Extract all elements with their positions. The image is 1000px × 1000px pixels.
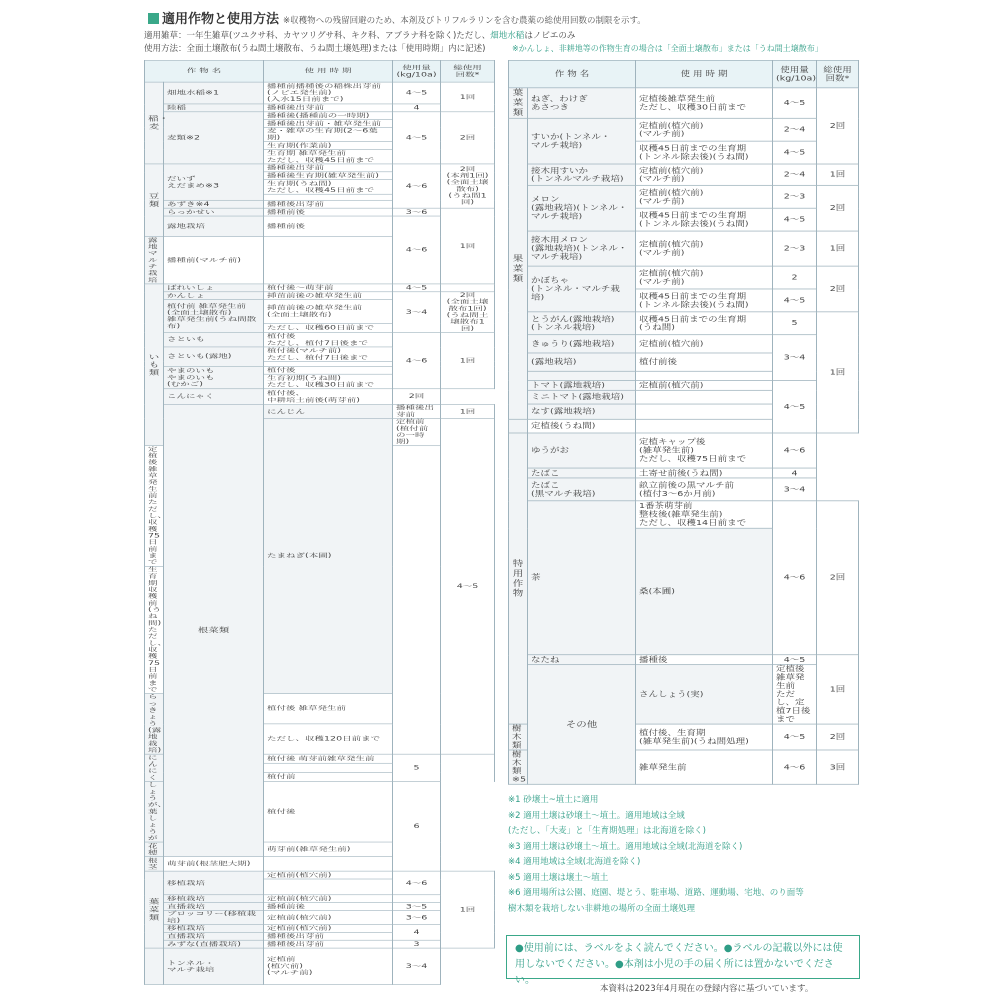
table-row [145, 208, 495, 216]
crop-group-cell: 葉菜類 [145, 871, 164, 948]
amount-cell: 2～4 [773, 118, 817, 141]
crop-name-cell: あずき※4 [164, 200, 264, 208]
usage-timing-cell: 植付前後 [636, 353, 773, 371]
amount-cell: 2～4 [773, 164, 817, 185]
usage-timing-cell: 播種前播種後の稲株出芽前 (ノビエ発生前) (入水15日前まで) [264, 82, 393, 104]
amount-cell: 6 [393, 781, 441, 871]
amount-cell [393, 895, 441, 903]
amount-cell: 5 [773, 312, 817, 335]
amount-cell: 3～5 [393, 903, 441, 911]
amount-cell: 4～5 [773, 88, 817, 118]
crop-name-cell: かぼちゃ (トンネル・マルチ栽培) [528, 266, 636, 312]
usage-timing-cell: 萌芽前(根茎肥大期) [164, 857, 264, 872]
usage-timing-cell: 定植前(植穴前) [264, 871, 393, 879]
usage-timing-cell: 播種後 [636, 655, 773, 665]
usage-timing-cell: 播種後出芽前・雑草発生前 [264, 120, 393, 128]
amount-cell: 4～5 [773, 208, 817, 231]
table-row [509, 231, 859, 266]
usage-timing-cell: 生育期(うね間) ただし、収穫45日前まで [264, 180, 393, 195]
crop-name-cell: とうがん(露地栽培) (トンネル栽培) [528, 312, 636, 335]
table-row [509, 665, 859, 724]
amount-cell: 4 [773, 468, 817, 478]
crop-name-cell: 直播栽培 [164, 903, 264, 911]
count-cell: 1回 [441, 871, 495, 948]
amount-cell: 4～6 [773, 433, 817, 468]
crop-name-cell: すいか(トンネル・ マルチ栽培) [528, 118, 636, 164]
crop-name-cell: にんじん [264, 405, 393, 419]
crop-name-cell: トンネル・ マルチ栽培 [164, 948, 264, 984]
table-row [145, 292, 495, 300]
usage-timing-cell: 定植前(植付前の一時期) [393, 418, 441, 445]
amount-cell: 4～5 [441, 418, 495, 754]
table-row [509, 468, 859, 478]
count-cell: 2回 [817, 501, 859, 655]
crop-name-cell [509, 419, 528, 433]
amount-cell: 4～5 [773, 724, 817, 750]
crop-name-cell: ミニトマト(露地栽培) [528, 390, 636, 404]
table-row [509, 312, 859, 335]
usage-timing-cell: 播種前後 [264, 903, 393, 911]
crop-name-cell: みずな(直播栽培) [164, 940, 264, 948]
count-cell: 2回 [817, 88, 859, 164]
amount-cell: 4～5 [773, 141, 817, 164]
amount-cell: 2～3 [773, 185, 817, 208]
table-row [145, 284, 495, 292]
usage-timing-cell: 定植前(植穴前) [636, 380, 773, 390]
amount-cell: 4 [393, 924, 441, 940]
usage-timing-cell: 畝立前後の黒マルチ前 (植付3～6か月前) [636, 478, 773, 501]
count-cell: 1回 [441, 208, 495, 284]
usage-timing-cell: 播種後(播種前の一時期) [264, 112, 393, 120]
usage-timing-cell: 植付後、生育期 (雑草発生前)(うね間処理) [636, 724, 773, 750]
crop-name-cell [528, 371, 636, 380]
header-count: 総使用 回数* [817, 60, 859, 87]
crop-name-cell: 桑(本圃) [636, 528, 773, 654]
crop-name-cell: メロン (露地栽培)(トンネル・ マルチ栽培) [528, 185, 636, 231]
table-row [509, 335, 859, 353]
usage-timing-cell: 播種後出芽前 [264, 932, 393, 940]
usage-timing-cell: 収穫45日前までの生育期 (トンネル除去後)(うね間) [636, 208, 773, 231]
count-cell: 2回 [441, 112, 495, 164]
crop-name-cell: 露地栽培 [164, 216, 264, 237]
usage-timing-cell: 植付後～萌芽前 [264, 284, 393, 292]
usage-timing-cell: 定植後(うね間) [528, 419, 636, 433]
crop-name-cell: 樹木類 [509, 724, 528, 750]
amount-cell: 4～6 [393, 216, 441, 284]
usage-timing-cell [264, 879, 393, 895]
crop-name-cell: 露地マルチ栽培 [145, 237, 164, 284]
usage-timing-cell: 麦・雑草の生育期(2～6葉期) [264, 128, 393, 142]
usage-timing-cell: 生育期(作業前) [264, 142, 393, 150]
usage-timing-cell: 収穫45日前までの生育期 (うね間) [636, 312, 773, 335]
amount-cell: 4～5 [393, 112, 441, 164]
amount-cell: 4～5 [393, 284, 441, 292]
usage-timing-cell: 定植後雑草発生前 ただし、収穫30日前まで [636, 88, 773, 118]
table-row [145, 164, 495, 172]
header-count: 総使用 回数* [441, 60, 495, 82]
usage-timing-cell: 植付後 萌芽前雑草発生前 [264, 754, 393, 763]
intro-line-2: 使用方法：全面土壌散布(うね間土壌散布、うね間土壌処理)または「使用時期」内に記述) [144, 44, 486, 54]
table-row [145, 82, 495, 104]
amount-cell: 4～6 [773, 750, 817, 784]
crop-name-cell: ねぎ、わけぎ あさつき [528, 88, 636, 118]
amount-cell: 3 [393, 940, 441, 948]
crop-name-cell: (露地栽培) [528, 353, 636, 371]
usage-timing-cell: 定植前 (植穴前) (マルチ前) [264, 948, 393, 984]
crop-name-cell: 陸稲 [164, 104, 264, 112]
amount-cell: 3～4 [393, 292, 441, 333]
count-cell [441, 284, 495, 292]
usage-timing-cell: 定植前(植穴前) (マルチ前) [636, 164, 773, 185]
header-amount: 使用量 (kg/10a) [773, 60, 817, 87]
count-cell: 2回 [817, 266, 859, 312]
usage-timing-cell: 収穫45日前までの生育期 (トンネル除去後)(うね間) [636, 141, 773, 164]
crop-name-cell: にんにく [145, 754, 164, 781]
crop-name-cell: 接木用メロン (露地栽培)(トンネル・ マルチ栽培) [528, 231, 636, 266]
usage-timing-cell: 播種後出芽前 [393, 405, 441, 419]
usage-timing-cell: 生育初期(うね間) ただし、収穫30日前まで [264, 374, 393, 389]
title-note: ※収穫物への残留回避のため、本剤及びトリフルラリンを含む農薬の総使用回数の制限を示す。 [283, 16, 646, 26]
count-cell: 1回 [441, 332, 495, 388]
amount-cell: 4～5 [393, 82, 441, 104]
usage-timing-cell: 播種前後 [264, 216, 393, 237]
usage-timing-cell: 定植前(植穴前) [636, 335, 773, 353]
crop-name-cell: 麦類※2 [164, 112, 264, 164]
table-row [145, 332, 495, 347]
amount-cell: 4～5 [773, 289, 817, 312]
crop-name-cell: 移植栽培 [164, 871, 264, 895]
amount-cell: 3～4 [393, 948, 441, 984]
right-intro: ※かんしょ、非耕地等の作物生育の場合は「全面土壌散布」または「うね間土壌散布」 [512, 44, 823, 53]
table-row [509, 164, 859, 185]
usage-timing-cell: 定植後雑草発生前 ただし、定植7日後まで [773, 665, 817, 724]
crop-name-cell: らっきょう (露地栽培) [145, 694, 164, 755]
count-cell: 1回 [817, 164, 859, 185]
header-crop: 作 物 名 [509, 60, 636, 87]
usage-timing-cell: 植付後(マルチ前) ただし、植付7日後まで [264, 347, 393, 362]
usage-timing-cell: 植付後、 中耕培土前後(萌芽前) [264, 389, 393, 405]
count-cell: 1回 [817, 312, 859, 433]
amount-cell: 4～6 [393, 332, 441, 388]
table-row [509, 655, 859, 665]
crop-name-cell: ゆうがお [528, 433, 636, 468]
count-cell: 2回 (全面土壌散布1回) (うね間土壌散布1回) [441, 292, 495, 333]
usage-timing-cell: 挿苗前後の雑草発生前 (全面土壌散布) [264, 300, 393, 324]
count-cell: 2回 (本剤1回) (全面土壌散布) (うね間1回) [441, 164, 495, 208]
amount-cell: 4～6 [393, 164, 441, 208]
usage-timing-cell: ただし、収穫60日前まで [264, 323, 393, 332]
count-cell: 1回 [441, 405, 495, 419]
table-row [509, 266, 859, 289]
header-timing: 使 用 時 期 [636, 60, 773, 87]
crop-name-cell: たばこ (黒マルチ栽培) [528, 478, 636, 501]
amount-cell: 2～3 [773, 231, 817, 266]
usage-timing-cell [636, 390, 773, 404]
crop-group-cell: 豆類 [145, 164, 164, 237]
crop-name-cell: さといも(露地) [164, 347, 264, 366]
usage-timing-cell: 定植キャップ後 (雑草発生前) ただし、収穫75日前まで [636, 433, 773, 468]
amount-cell: 4 [393, 104, 441, 112]
crop-name-cell: 茶 [528, 501, 636, 655]
crop-name-cell: たばこ [528, 468, 636, 478]
count-cell: 1回 [817, 655, 859, 724]
usage-timing-cell: 定植後 雑草発生前 ただし、収穫75日前まで [145, 446, 164, 567]
header-crop: 作 物 名 [145, 60, 264, 82]
usage-timing-cell: 1番茶萌芽前 整枝後(雑草発生前) ただし、収穫14日前まで [636, 501, 773, 528]
footnotes: ※1 砂壌土~埴土に適用 ※2 適用土壌は砂壌土～埴土。適用地域は全域 (ただし、「大麦」と「生育期処理」は北海道を除く) ※3 適用土壌は砂壌土～埴土。適用地域は全域(北海道を除く) ※4 適用地域は全域(北海道を除く) ※5 適用土壌は壌土～埴土 ※6 適用場所は公園、庭園、堤とう、駐車場、道路、運動場、宅地、のり面等 樹木類を栽培しない非耕地の場所の全面土壌処理 [508, 795, 804, 914]
usage-timing-cell: 植付後 [264, 781, 393, 842]
crop-group-cell: 葉菜類 [509, 88, 528, 118]
count-cell: 1回 [441, 82, 495, 112]
right-application-table [508, 60, 859, 785]
usage-timing-cell: 植付前 [264, 772, 393, 781]
header-amount: 使用量 (kg/10a) [393, 60, 441, 82]
header-timing: 使 用 時 期 [264, 60, 393, 82]
amount-cell: 4～5 [773, 655, 817, 665]
amount-cell: 4～6 [393, 871, 441, 895]
left-application-table [144, 60, 495, 985]
crop-group-cell [145, 948, 164, 984]
usage-timing-cell: 播種前(マルチ前) [164, 237, 264, 284]
crop-group-cell: その他 [528, 665, 636, 785]
crop-name-cell: かんしょ [164, 292, 264, 300]
table-row [145, 405, 495, 419]
usage-timing-cell: 植付後 雑草発生前 [264, 694, 393, 724]
page-title: 適用作物と使用方法 ※収穫物への残留回避のため、本剤及びトリフルラリンを含む農薬の総使用回数の制限を示す。 [148, 10, 646, 30]
amount-cell: 3～4 [773, 478, 817, 501]
usage-timing-cell: 定植前(植穴前) [264, 924, 393, 932]
usage-timing-cell: 植付後 ただし、植付7日後まで [264, 332, 393, 347]
amount-cell: 5 [393, 754, 441, 781]
usage-timing-cell: 定植前(植穴前) (マルチ前) [636, 118, 773, 141]
crop-name-cell: ブロッコリー(移植栽培) [164, 911, 264, 925]
table-row [145, 871, 495, 879]
amount-cell: 3～6 [393, 208, 441, 216]
crop-name-cell: 根茎 [145, 857, 164, 872]
intro-line-1: 適用雑草：一年生雑草(ツユクサ科、カヤツリグサ科、キク科、アブラナ科を除く)ただし、畑地水稲はノビエのみ [144, 31, 576, 41]
usage-timing-cell [264, 763, 393, 772]
crop-name-cell: 畑地水稲※1 [164, 82, 264, 104]
usage-timing-cell: 挿苗前後の雑草発生前 [264, 292, 393, 300]
table-row [509, 380, 859, 390]
footer-note: 本資料は2023年4月現在の登録内容に基づいています。 [600, 984, 814, 994]
usage-timing-cell: 生育期 雑草発生前 ただし、収穫45日前まで [264, 149, 393, 164]
crop-group-cell: 果菜類 [509, 118, 528, 419]
crop-name-cell: 直播栽培 [164, 932, 264, 940]
table-row [509, 88, 859, 118]
count-cell: 2回 [817, 724, 859, 750]
usage-timing-cell: 雑草発生前 [636, 750, 773, 784]
usage-timing-cell: 定植前(植穴前) (マルチ前) [636, 185, 773, 208]
crop-group-cell: いも類 [145, 284, 164, 446]
table-row [509, 185, 859, 208]
crop-name-cell: さといも [164, 332, 264, 347]
usage-timing-cell: 生育期 収穫前(うね間) ただし、収穫75日前まで [145, 566, 164, 693]
title-square-icon [148, 13, 159, 24]
usage-timing-cell: 播種後出芽前 [264, 940, 393, 948]
count-cell: 3回 [817, 750, 859, 784]
usage-timing-cell: ただし、収穫120日前まで [264, 724, 393, 754]
crop-name-cell: 花穂 [145, 842, 164, 857]
usage-timing-cell: 萌芽前(雑草発生前) [264, 842, 393, 857]
amount-cell: 4～6 [773, 501, 817, 655]
crop-name-cell: しょうが、葉しょうが [145, 781, 164, 842]
amount-cell: 2 [773, 266, 817, 289]
crop-name-cell: こんにゃく [164, 389, 264, 405]
crop-name-cell: 接木用すいか (トンネルマルチ栽培) [528, 164, 636, 185]
crop-name-cell: 移植栽培 [164, 924, 264, 932]
table-row [145, 948, 495, 984]
table-row [509, 433, 859, 468]
table-row [509, 478, 859, 501]
crop-name-cell: さんしょう(実) [636, 665, 773, 724]
usage-timing-cell: 定植前(植穴前) (マルチ前) [636, 266, 773, 289]
table-row [509, 501, 859, 528]
usage-timing-cell: 播種前後 [264, 208, 393, 216]
amount-cell: 4～5 [773, 380, 817, 433]
usage-timing-cell: 定植前(植穴前) [264, 911, 393, 925]
usage-timing-cell [636, 371, 773, 380]
caution-box: ●使用前には、ラベルをよく読んでください。●ラベルの記載以外には使用しないでください。●本剤は小児の手の届く所には置かないでください。 [506, 935, 860, 979]
crop-name-cell: 移植栽培 [164, 895, 264, 903]
crop-name-cell: トマト(露地栽培) [528, 380, 636, 390]
count-cell: 2回 [393, 389, 441, 405]
crop-name-cell: 植付前 雑草発生前 (全面土壌散布) 雑草発生前(うね間散布) [164, 300, 264, 333]
table-row [145, 389, 495, 405]
crop-name-cell: きゅうり(露地栽培) [528, 335, 636, 353]
crop-name-cell: ばれいしょ [164, 284, 264, 292]
usage-timing-cell: 収穫45日前までの生育期 (トンネル除去後)(うね間) [636, 289, 773, 312]
usage-timing-cell: 播種後生育期(雑草発生前) [264, 172, 393, 180]
usage-timing-cell: 播種後出芽前 [264, 200, 393, 208]
crop-name-cell: やまのいも やまのいも (むかご) [164, 366, 264, 388]
crop-group-cell: 特用作物 [509, 433, 528, 724]
crop-name-cell: たまねぎ(本圃) [264, 418, 393, 693]
usage-timing-cell: 定植前(植穴前) [264, 895, 393, 903]
amount-cell: 3～6 [393, 911, 441, 925]
crop-name-cell: らっかせい [164, 208, 264, 216]
usage-timing-cell: 土寄せ前後(うね間) [636, 468, 773, 478]
usage-timing-cell: 播種後出芽前 [264, 164, 393, 172]
table-row [145, 857, 495, 872]
amount-cell: 3～4 [773, 335, 817, 381]
count-cell: 2回 [817, 185, 859, 231]
usage-timing-cell [636, 404, 773, 419]
usage-timing-cell: 定植前(植穴前) (マルチ前) [636, 231, 773, 266]
crop-name-cell: だいず えだまめ※3 [164, 164, 264, 200]
crop-group-cell: 根菜類 [164, 405, 264, 857]
crop-name-cell: 樹木類※5 [509, 750, 528, 784]
usage-timing-cell: 播種後出芽前 [264, 104, 393, 112]
table-row [509, 118, 859, 141]
table-row [145, 112, 495, 120]
count-cell: 1回 [817, 231, 859, 266]
usage-timing-cell: 植付後 [264, 366, 393, 374]
crop-name-cell: なす(露地栽培) [528, 404, 636, 419]
crop-name-cell: なたね [528, 655, 636, 665]
crop-group-cell: 稲・麦 [145, 82, 164, 164]
